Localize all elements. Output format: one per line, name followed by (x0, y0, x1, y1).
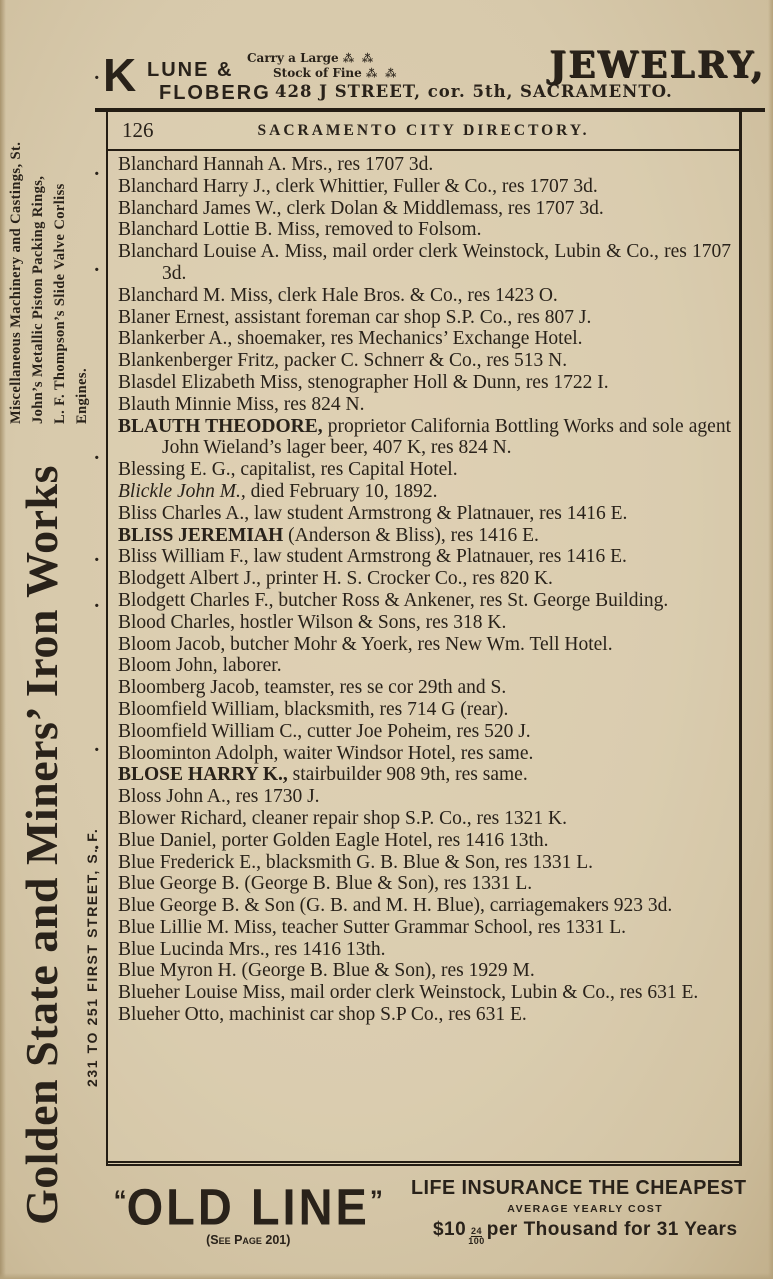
entry-name: Bliss William F., (118, 546, 249, 568)
entry-name: Blasdel Elizabeth Miss, (118, 371, 303, 393)
entry-rest: teacher Sutter Grammar School, res 1331 L. (276, 916, 626, 938)
entry-rest: porter Golden Eagle Hotel, res 1416 13th. (216, 829, 549, 851)
directory-entry (118, 503, 731, 525)
entry-name: Blankerber A., (118, 328, 233, 350)
header-ad-firm-line2: FLOBERG (159, 82, 271, 104)
directory-entry (118, 459, 731, 481)
entry-name: Blue Frederick E., (118, 851, 261, 873)
entry-name: Bloominton Adolph, (118, 742, 279, 764)
footer-ad-subline: AVERAGE YEARLY COST (507, 1203, 664, 1215)
entry-name: Blueher Otto, (118, 1004, 225, 1026)
margin-ad-products (8, 46, 96, 424)
directory-entry (118, 525, 731, 547)
ornament-dot (95, 262, 100, 268)
ornament-dot (95, 552, 100, 558)
directory-entry (118, 328, 731, 350)
entry-name: Blaner Ernest, (118, 306, 230, 328)
directory-entry (118, 960, 731, 982)
entry-rest: res 1730 J. (230, 786, 320, 808)
entry-name: Blickle John M., (118, 480, 246, 502)
ornament-dot (95, 840, 100, 846)
directory-entry (118, 786, 731, 808)
directory-entry (118, 873, 731, 895)
entry-name: Blessing E. G., (118, 459, 236, 481)
entry-name: Blue Daniel, (118, 829, 217, 851)
footer-ad-brand: “OLD LINE” (113, 1178, 383, 1236)
entry-rest: cleaner repair shop S.P. Co., res 1321 K. (246, 807, 567, 829)
entry-rest: clerk Whittier, Fuller & Co., res 1707 3d. (270, 175, 598, 197)
entry-name: Blodgett Albert J., (118, 568, 261, 590)
header-ad-jewelry (95, 44, 765, 112)
entry-name: Blue Lucinda Mrs., (118, 938, 270, 960)
entry-name: Blanchard Louise A. Miss, (118, 241, 328, 263)
directory-entry (118, 634, 731, 656)
entry-rest: stenographer Holl & Dunn, res 1722 I. (302, 371, 609, 393)
directory-entry (118, 416, 731, 460)
entry-rest: butcher Ross & Ankener, res St. George Building. (273, 589, 669, 611)
directory-entry (118, 764, 731, 786)
directory-entry (118, 590, 731, 612)
margin-ad-company-name: Golden State and Miners’ Iron Works (16, 465, 67, 1226)
entry-rest: waiter Windsor Hotel, res same. (278, 742, 534, 764)
entry-rest: died February 10, 1892. (245, 480, 438, 502)
entry-rest: printer H. S. Crocker Co., res 820 K. (261, 568, 553, 590)
header-ad-tagline-line2: Stock of Fine ⁂ ⁂ (273, 66, 399, 80)
entry-name: Blanchard Harry J., (118, 175, 271, 197)
entry-rest: (George B. Blue & Son), res 1331 L. (239, 873, 533, 895)
page-edge-shadow-bottom (0, 1273, 773, 1279)
entry-rest: (Anderson & Bliss), res 1416 E. (283, 524, 539, 546)
price-fraction: $\frac{24}{100}$ (468, 1226, 485, 1246)
entry-name: Blue George B. (118, 873, 240, 895)
directory-entry (118, 546, 731, 568)
entry-rest: laborer. (217, 655, 282, 677)
directory-entry (118, 350, 731, 372)
entry-rest: hostler Wilson & Sons, res 318 K. (235, 611, 507, 633)
directory-entry (118, 176, 731, 198)
entry-name: Blanchard M. Miss, (118, 284, 273, 306)
entry-name: Blodgett Charles F., (118, 589, 274, 611)
open-quote: “ (113, 1183, 127, 1216)
margin-ad-iron-works (0, 0, 106, 1279)
directory-entry (118, 198, 731, 220)
entry-rest: stairbuilder 908 9th, res same. (287, 764, 528, 786)
directory-entry (118, 699, 731, 721)
entry-name: Blue Myron H. (118, 960, 237, 982)
ornament-dot (95, 450, 100, 456)
margin-ad-street-address: 231 TO 251 FIRST STREET, S. F. (84, 827, 100, 1087)
entry-name: Blauth Minnie Miss, (118, 393, 279, 415)
header-ad-tagline (247, 51, 398, 81)
entry-rest: removed to Folsom. (320, 219, 482, 241)
entry-rest: clerk Dolan & Middlemass, res 1707 3d. (281, 197, 604, 219)
directory-entry (118, 939, 731, 961)
directory-entry (118, 481, 731, 503)
header-ad-initial: K (103, 49, 137, 101)
entry-rest: blacksmith G. B. Blue & Son, res 1331 L. (260, 851, 593, 873)
entry-rest: law student Armstrong & Platnauer, res 1416 E. (248, 546, 627, 568)
entry-rest: teamster, res se cor 29th and S. (259, 677, 507, 699)
directory-entry (118, 372, 731, 394)
entry-name: Blueher Louise Miss, (118, 982, 286, 1004)
margin-ad-products-line: Engines. (74, 368, 90, 424)
directory-entry (118, 1004, 731, 1026)
entry-rest: shoemaker, res Mechanics’ Exchange Hotel. (232, 328, 583, 350)
page-number: 126 (122, 118, 154, 142)
header-ad-firm-line1: LUNE & (147, 59, 234, 81)
margin-ad-products-line: John’s Metallic Piston Packing Rings, (30, 175, 46, 424)
directory-entry (118, 917, 731, 939)
entry-name: Bloom Jacob, (118, 633, 226, 655)
directory-entry (118, 568, 731, 590)
directory-entry (118, 241, 731, 285)
footer-ad-see-page: (See Page 201) (206, 1233, 291, 1247)
entry-name: Bloom John, (118, 655, 218, 677)
ornament-dot (95, 742, 100, 748)
entry-name: BLOSE HARRY K., (118, 764, 288, 786)
directory-entry (118, 612, 731, 634)
entry-name: Blankenberger Fritz, (118, 350, 280, 372)
entry-rest: mail order clerk Weinstock, Lubin & Co., res 1707 3d. (162, 241, 731, 284)
entry-name: Blanchard Lottie B. Miss, (118, 219, 321, 241)
ornament-dot (95, 166, 100, 172)
footer-ad-copy-block (411, 1176, 761, 1247)
entry-name: Bloomfield William, (118, 698, 280, 720)
directory-page-box (106, 112, 742, 1166)
directory-entry (118, 219, 731, 241)
entry-rest: butcher Mohr & Yoerk, res New Wm. Tell Hotel. (225, 633, 613, 655)
entry-rest: res 824 N. (278, 393, 365, 415)
entry-name: Blower Richard, (118, 807, 247, 829)
footer-ad-insurance (100, 1176, 760, 1247)
header-ad-tagline-line1: Carry a Large ⁂ ⁂ (247, 51, 376, 65)
margin-ad-products-line: Miscellaneous Machinery and Castings, St. (8, 141, 24, 424)
running-header (108, 112, 739, 151)
entry-rest: capitalist, res Capital Hotel. (235, 459, 458, 481)
close-quote: ” (369, 1183, 383, 1216)
directory-entry (118, 655, 731, 677)
directory-entry (118, 721, 731, 743)
entry-name: Blanchard James W., (118, 197, 282, 219)
entry-name: Bloomberg Jacob, (118, 677, 260, 699)
directory-entry (118, 982, 731, 1004)
margin-ad-products-line: L. F. Thompson’s Slide Valve Corliss (52, 183, 68, 424)
entry-name: Bliss Charles A., (118, 502, 250, 524)
entry-rest: proprietor California Bottling Works and sole agent John Wieland’s lager beer, 407 K, res 824 N. (162, 415, 731, 459)
entry-rest: res 1416 13th. (269, 938, 386, 960)
ornament-dot (95, 598, 100, 604)
entry-name: BLAUTH THEODORE, (118, 415, 323, 437)
entry-rest: mail order clerk Weinstock, Lubin & Co., res 631 E. (285, 982, 699, 1004)
directory-entry (118, 895, 731, 917)
entry-rest: law student Armstrong & Platnauer, res 1416 E. (249, 502, 628, 524)
entry-rest: packer C. Schnerr & Co., res 513 N. (279, 350, 568, 372)
directory-entry (118, 307, 731, 329)
entry-rest: assistant foreman car shop S.P. Co., res 807 J. (229, 306, 592, 328)
directory-list (108, 151, 739, 1166)
entry-rest: (George B. Blue & Son), res 1929 M. (236, 960, 535, 982)
page-edge-shadow-right (768, 0, 773, 1279)
entry-name: BLISS JEREMIAH (118, 524, 284, 546)
entry-name: Blood Charles, (118, 611, 235, 633)
entry-name: Blue Lillie M. Miss, (118, 916, 277, 938)
header-ad-address: 428 J STREET, cor. 5th, SACRAMENTO. (275, 82, 673, 101)
directory-entry (118, 852, 731, 874)
directory-entry (118, 830, 731, 852)
directory-entry (118, 808, 731, 830)
entry-rest: clerk Hale Bros. & Co., res 1423 O. (272, 284, 558, 306)
directory-entry (118, 743, 731, 765)
entry-rest: cutter Joe Poheim, res 520 J. (302, 720, 531, 742)
directory-entry (118, 285, 731, 307)
footer-ad-price: $10 $\frac{24}{100}$ per Thousand for 31 Years (432, 1219, 738, 1246)
entry-name: Blanchard Hannah A. Mrs., (118, 154, 333, 175)
directory-entry (118, 677, 731, 699)
entry-rest: res 1707 3d. (332, 154, 434, 175)
footer-ad-brand-block (100, 1176, 397, 1247)
entry-name: Bloss John A., (118, 786, 231, 808)
footer-ad-headline: LIFE INSURANCE THE CHEAPEST (410, 1176, 747, 1199)
entry-rest: machinist car shop S.P Co., res 631 E. (224, 1004, 527, 1026)
entry-name: Bloomfield William C., (118, 720, 303, 742)
asterism-ornament: ⁂ ⁂ (365, 67, 399, 80)
directory-entry (118, 154, 731, 176)
directory-entry (118, 394, 731, 416)
entry-name: Blue George B. & Son (118, 895, 295, 917)
page-title: SACRAMENTO CITY DIRECTORY. (257, 122, 590, 139)
asterism-ornament: ⁂ ⁂ (342, 52, 376, 65)
entry-rest: (G. B. and M. H. Blue), carriagemakers 923 3d. (294, 895, 673, 917)
header-ad-product: JEWELRY, (548, 44, 765, 86)
entry-rest: blacksmith, res 714 G (rear). (279, 698, 509, 720)
